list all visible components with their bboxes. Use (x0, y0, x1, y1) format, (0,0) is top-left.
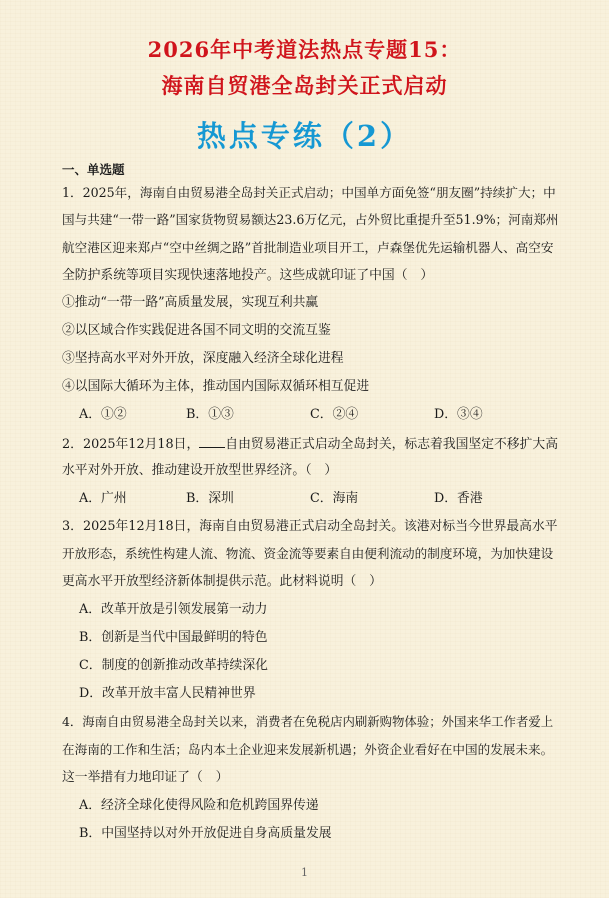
q2-option-b: B．深圳 (186, 491, 234, 506)
q2-line-1-suffix: 自由贸易港正式启动全岛封关，标志着我国坚定不移扩大高 (225, 437, 558, 452)
q2-option-a: A．广州 (79, 491, 127, 506)
title-line-2: 海南自贸港全岛封关正式启动 (161, 73, 448, 98)
q1-option-b: B．①③ (186, 407, 234, 422)
q4-option-a: A．经济全球化使得风险和危机跨国界传递 (79, 798, 319, 813)
q1-statement-4: ④以国际大循环为主体，推动国内国际双循环相互促进 (62, 379, 370, 394)
q1-line-4: 全防护系统等项目实现快速落地投产。这些成就印证了中国（ ） (62, 268, 434, 283)
q3-line-1: 3．2025年12月18日，海南自由贸易港正式启动全岛封关。该港对标当今世界最高水平 (62, 519, 558, 534)
q2-option-c: C．海南 (310, 491, 359, 506)
title-line-1: 2026年中考道法热点专题15： (147, 37, 462, 62)
q2-line-2: 水平对外开放、推动建设开放型世界经济。（ ） (62, 463, 338, 478)
q1-line-1: 1．2025年，海南自由贸易港全岛封关正式启动；中国单方面免签“朋友圈”持续扩大；中 (62, 185, 556, 200)
q2-option-d: D．香港 (434, 491, 483, 506)
q1-statement-2: ②以区域合作实践促进各国不同文明的交流互鉴 (62, 323, 331, 338)
q1-statement-1: ①推动“一带一路”高质量发展，实现互利共赢 (62, 295, 319, 310)
q2-line-1-prefix: 2．2025年12月18日， (62, 437, 200, 452)
q3-option-c: C．制度的创新推动改革持续深化 (79, 658, 268, 673)
q3-line-2: 开放形态，系统性构建人流、物流、资金流等要素自由便利流动的制度环境，为加快建设 (62, 546, 554, 561)
subtitle: 热点专练（2） (196, 119, 413, 153)
q3-option-d: D．改革开放丰富人民精神世界 (79, 686, 256, 701)
q3-option-b: B．创新是当代中国最鲜明的特色 (79, 630, 268, 645)
q2-blank (199, 435, 225, 448)
q4-option-b: B．中国坚持以对外开放促进自身高质量发展 (79, 826, 332, 841)
q1-statement-3: ③坚持高水平对外开放，深度融入经济全球化进程 (62, 351, 344, 366)
q1-line-2: 国与共建“一带一路”国家货物贸易额达23.6万亿元，占外贸比重提升至51.9%；河南郑州 (62, 212, 559, 227)
q2-line-1 (62, 435, 558, 453)
section-title: 一、单选题 (62, 162, 125, 177)
page-number: 1 (301, 866, 308, 879)
q4-line-2: 在海南的工作和生活；岛内本土企业迎来发展新机遇；外资企业看好在中国的发展未来。 (62, 742, 554, 757)
q1-line-3: 航空港区迎来郑卢“空中丝绸之路”首批制造业项目开工，卢森堡优先运输机器人、高空安 (62, 240, 554, 255)
q3-line-3: 更高水平开放型经济新体制提供示范。此材料说明（ ） (62, 574, 382, 589)
q3-option-a: A．改革开放是引领发展第一动力 (79, 602, 268, 617)
q4-line-3: 这一举措有力地印证了（ ） (62, 770, 229, 785)
q1-option-a: A．①② (79, 407, 127, 422)
q1-option-d: D．③④ (434, 407, 483, 422)
q1-option-c: C．②④ (310, 407, 359, 422)
q4-line-1: 4．海南自由贸易港全岛封关以来，消费者在免税店内刷新购物体验；外国来华工作者爱上 (62, 714, 554, 729)
